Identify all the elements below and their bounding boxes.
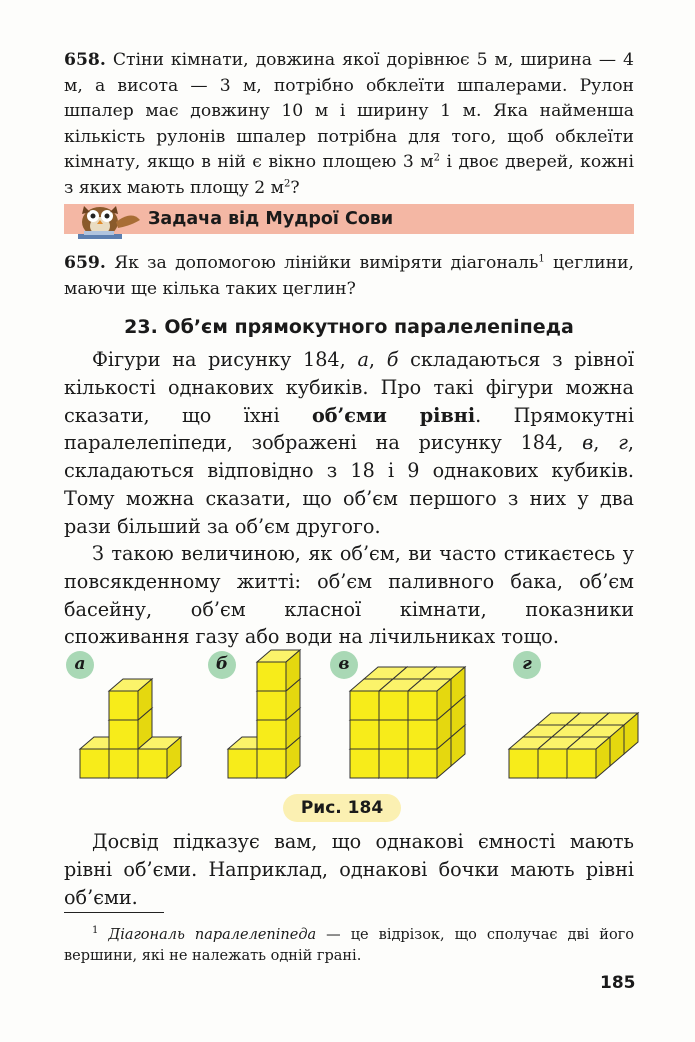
- text: , складаються відповідно з 18 і 9 однакових кубиків. Тому можна сказати, що об’єм першого з них у два рази більший за об’єм другого.: [64, 431, 635, 538]
- cube-front: [109, 749, 138, 778]
- figure-label-a: а: [66, 651, 94, 679]
- text: Фігури на рисунку 184,: [92, 348, 358, 371]
- footnote-text: — це відрізок, що сполучає дві його вершини, які не належать одній грані.: [64, 927, 634, 964]
- figure-ref: г: [618, 431, 628, 455]
- paragraph-1: [64, 346, 634, 541]
- problem-658: [64, 48, 634, 202]
- text: ,: [368, 348, 387, 371]
- figure-label-v: в: [330, 651, 358, 679]
- text: Досвід підказує вам, що однакові ємності мають рівні об’єми. Наприклад, однакові бочки мають рівні об’єми.: [64, 830, 634, 909]
- cube-front: [379, 720, 408, 749]
- cube-front: [350, 749, 379, 778]
- paragraph-3: [64, 828, 634, 911]
- footnote: [64, 925, 634, 967]
- figure-caption: Рис. 184: [283, 794, 401, 822]
- problem-text: ?: [290, 177, 300, 198]
- figure-label-g: г: [513, 651, 541, 679]
- cube-front: [379, 691, 408, 720]
- cube-front: [257, 749, 286, 778]
- text: З такою величиною, як об’єм, ви часто стикаєтесь у повсякденному житті: об’єм паливного бака, об’єм басейну, об’єм класної кімнати, показники споживання газу або води на лічильниках тощо.: [64, 542, 634, 649]
- problem-text: і двоє дверей, кожні з яких мають площу 2 м: [64, 152, 634, 198]
- footnote-marker: 1: [92, 925, 99, 937]
- cube-figures: [80, 650, 638, 778]
- cube-front: [257, 720, 286, 749]
- figure-label-b: б: [208, 651, 236, 679]
- figure-ref: б: [386, 348, 399, 371]
- text: ,: [593, 431, 619, 455]
- problem-text: Стіни кімнати, довжина якої дорівнює 5 м, ширина — 4 м, а висота — 3 м, потрібно обклеїти шпалерами. Рулон шпалер має довжину 10 м і ширину 1 м. Яка найменша кількість рулонів шпалер потрібна для того, щоб обклеїти кімнату, якщо в ній є вікно площею 3 м: [64, 50, 634, 173]
- cube-front: [257, 662, 286, 691]
- footnote-divider: [64, 912, 164, 913]
- problem-number: 658.: [64, 50, 106, 70]
- problem-text: Як за допомогою лінійки виміряти діагональ: [114, 253, 539, 273]
- cube-front: [509, 749, 538, 778]
- problem-number: 659.: [64, 253, 106, 273]
- cube-front: [350, 691, 379, 720]
- cube-front: [80, 749, 109, 778]
- cube-front: [408, 749, 437, 778]
- cube-front: [109, 720, 138, 749]
- cube-front: [228, 749, 257, 778]
- page-number: 185: [600, 973, 636, 993]
- cube-front: [538, 749, 567, 778]
- superscript: 2: [284, 178, 291, 190]
- figure-ref: а: [357, 348, 369, 371]
- section-title: 23. Об’єм прямокутного паралелепіпеда: [124, 316, 574, 338]
- figure-ref: в: [582, 431, 594, 455]
- cube-front: [408, 691, 437, 720]
- cube-front: [567, 749, 596, 778]
- text: . Прямокутні паралелепіпеди, зображені на рисунку 184,: [64, 403, 634, 455]
- cube-front: [408, 720, 437, 749]
- superscript: 2: [433, 152, 441, 164]
- problem-659: [64, 251, 634, 302]
- footnote-term: Діагональ паралелепіпеда: [108, 927, 317, 943]
- owl-icon: [70, 196, 144, 240]
- banner-title: Задача від Мудрої Сови: [148, 209, 394, 229]
- paragraph-2: [64, 540, 634, 651]
- cube-front: [379, 749, 408, 778]
- cube-front: [109, 691, 138, 720]
- problem-text: цеглини, маючи ще кілька таких цеглин?: [64, 253, 634, 299]
- cube-front: [257, 691, 286, 720]
- cube-front: [138, 749, 167, 778]
- text: складаються з рівної кількості однакових кубиків. Про такі фігури можна сказати, що їхні: [64, 348, 634, 427]
- footnote-marker: 1: [538, 253, 545, 265]
- cube-front: [350, 720, 379, 749]
- bold-term: об’єми рівні: [311, 403, 476, 427]
- figure-184: [60, 640, 650, 790]
